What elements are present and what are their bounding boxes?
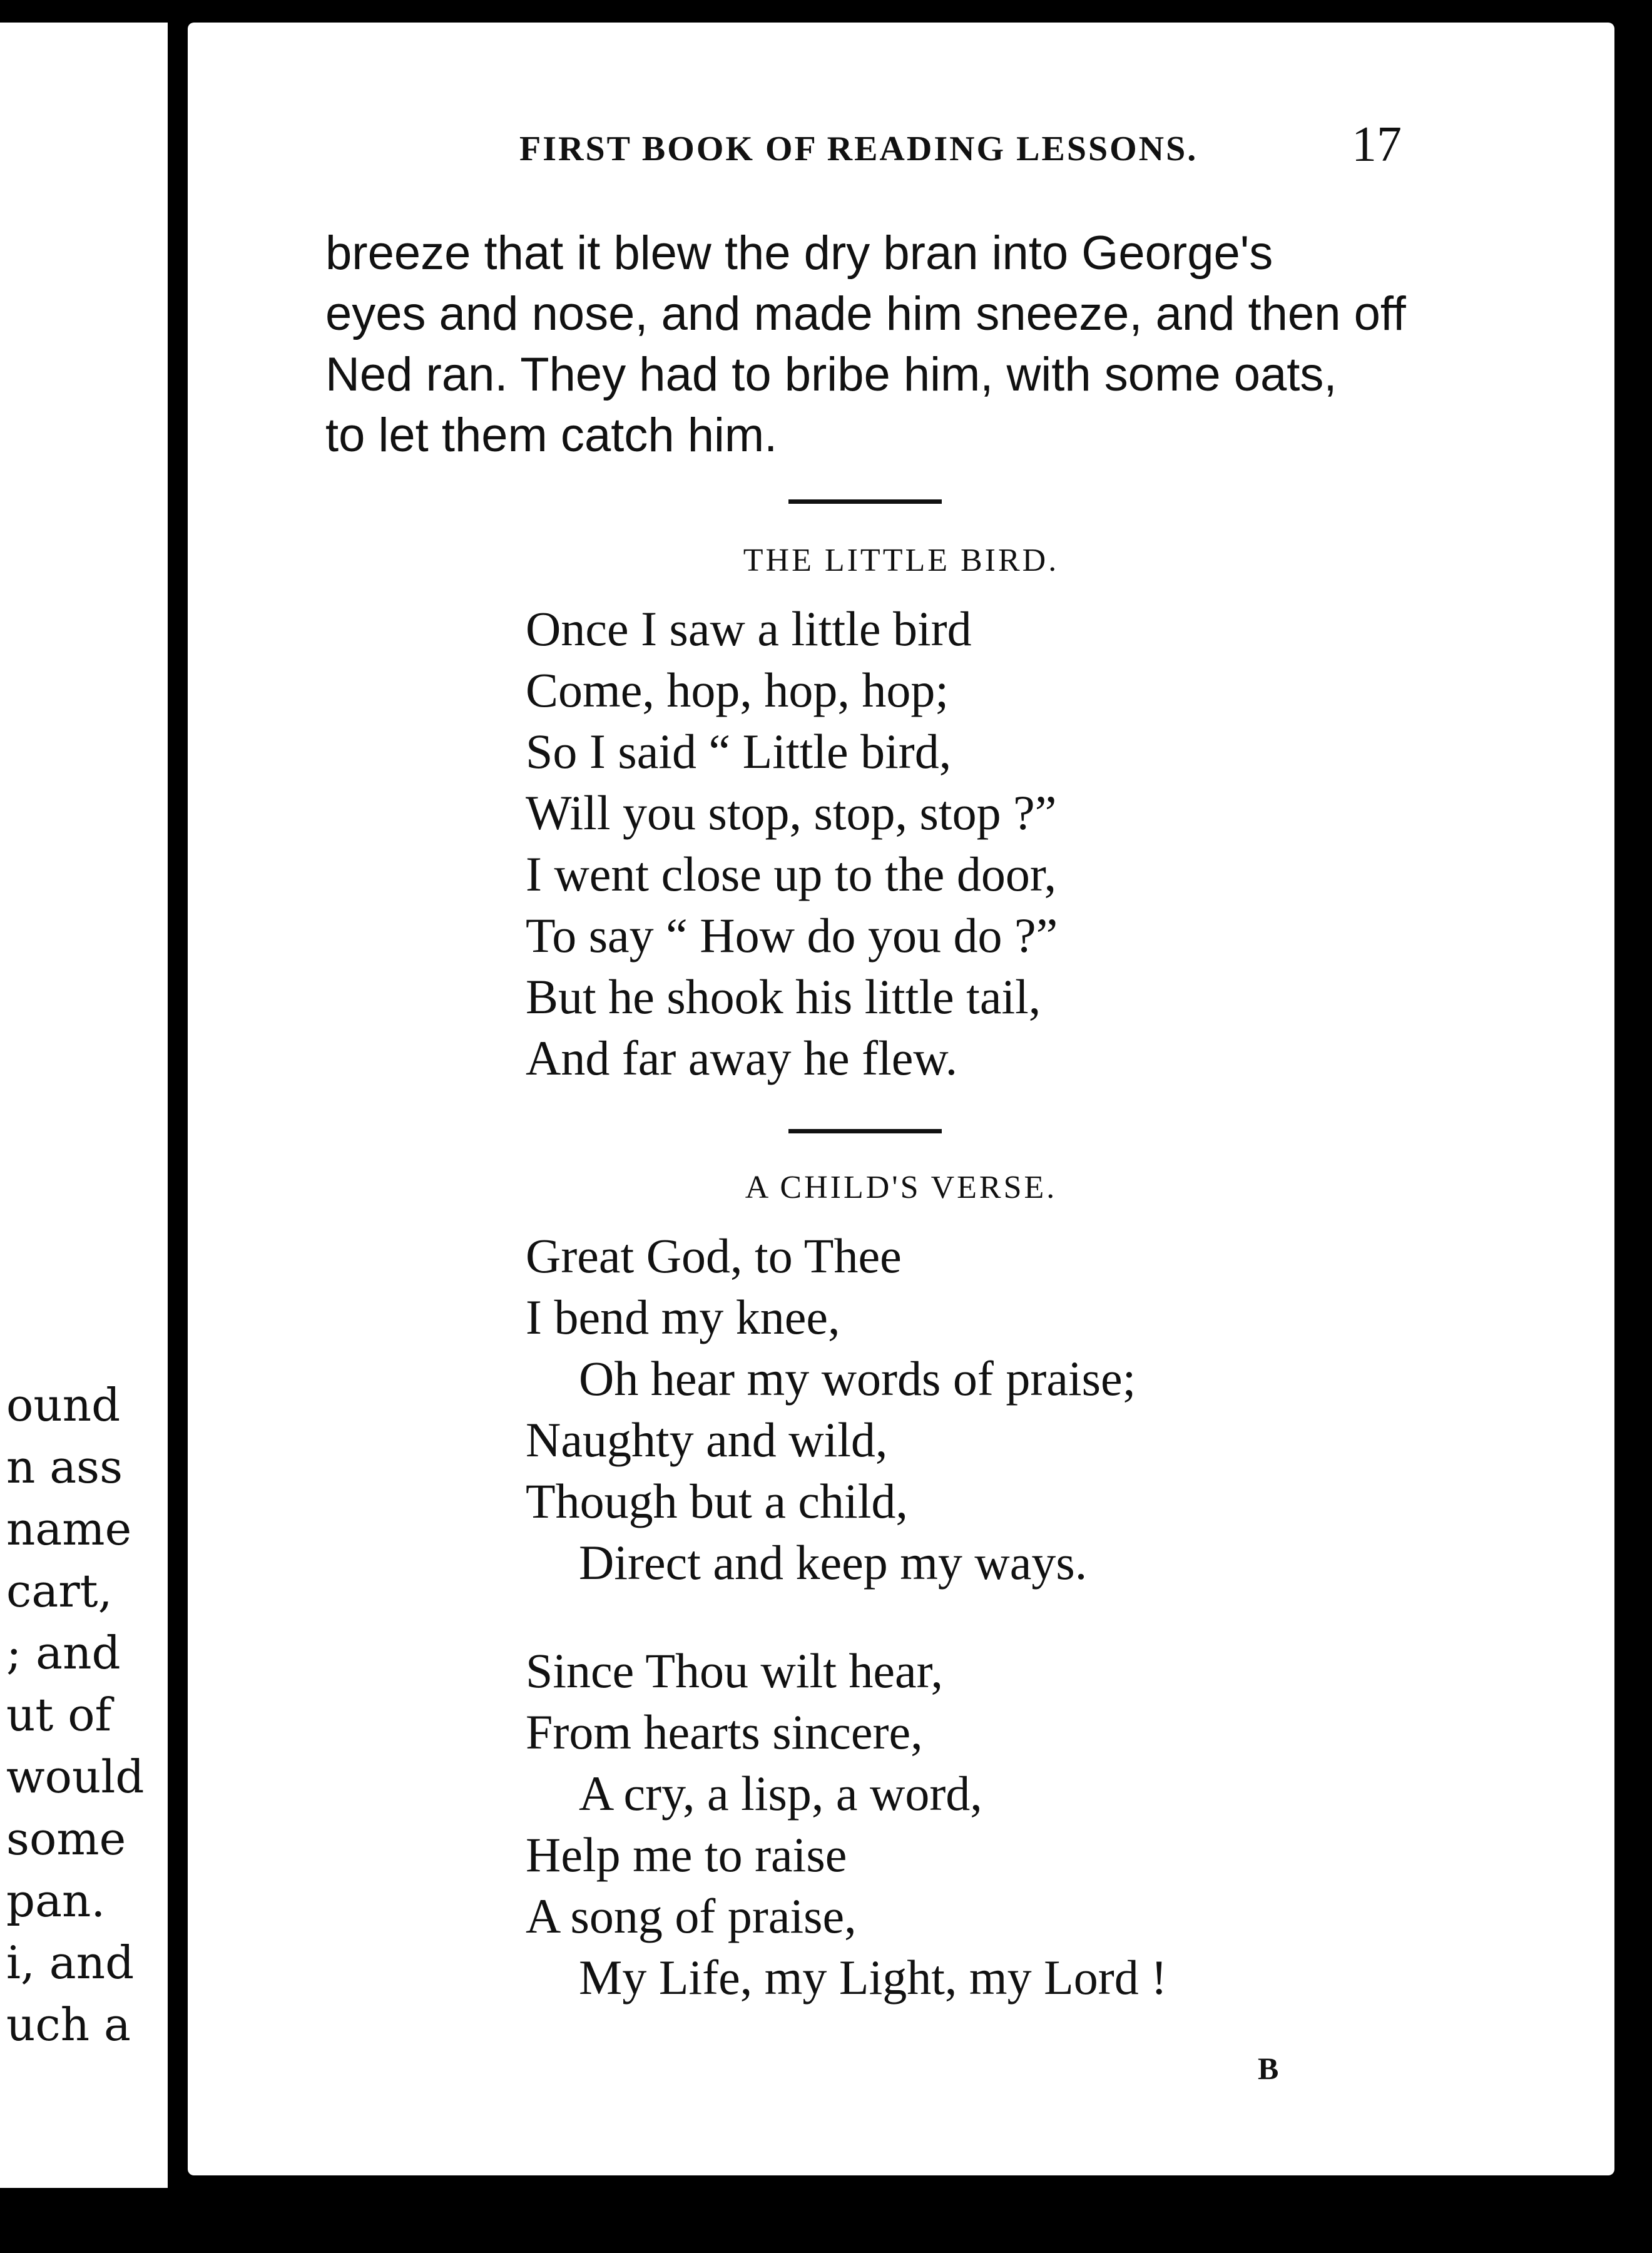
left-fragment: n ass [6, 1441, 123, 1493]
paragraph-line: to let them catch him. [325, 409, 778, 462]
running-header: FIRST BOOK OF READING LESSONS. [519, 130, 1198, 168]
poem-childs-verse-stanza-1 [526, 1225, 1136, 1593]
verse-line: I went close up to the door, [526, 847, 1057, 901]
verse-line: But he shook his little tail, [526, 969, 1041, 1024]
left-fragment: cart, [6, 1565, 113, 1617]
book-gutter [168, 13, 186, 2190]
verse-line: Since Thou wilt hear, [526, 1643, 943, 1698]
verse-line: Naughty and wild, [526, 1413, 888, 1467]
verse-line: A cry, a lisp, a word, [579, 1766, 982, 1821]
signature-mark: B [1258, 2051, 1279, 2086]
left-page-text-fragments [6, 1374, 144, 2056]
section-divider [788, 1129, 942, 1133]
prose-paragraph [325, 223, 1414, 466]
poem-little-bird [526, 598, 1058, 1089]
paragraph-line: Ned ran. They had to bribe him, with some oats, [325, 348, 1337, 401]
verse-line: Will you stop, stop, stop ?” [526, 785, 1057, 840]
verse-line: Once I saw a little bird [526, 601, 972, 656]
verse-line: Oh hear my words of praise; [579, 1351, 1136, 1406]
left-fragment: ut of [6, 1688, 112, 1741]
verse-line: Though but a child, [526, 1474, 908, 1528]
left-page [0, 23, 175, 2188]
verse-line: So I said “ Little bird, [526, 724, 952, 779]
verse-line: From hearts sincere, [526, 1705, 923, 1759]
poem-title-little-bird: THE LITTLE BIRD. [743, 543, 1059, 578]
left-fragment: ; and [6, 1627, 121, 1679]
left-fragment: pan. [6, 1874, 106, 1927]
verse-line: I bend my knee, [526, 1290, 840, 1344]
verse-line: Great God, to Thee [526, 1229, 902, 1283]
right-page [188, 23, 1614, 2175]
left-fragment: would [6, 1750, 145, 1803]
verse-line: A song of praise, [526, 1889, 857, 1943]
section-divider [788, 499, 942, 504]
page-number: 17 [1352, 117, 1402, 172]
left-fragment: ound [6, 1379, 121, 1431]
paragraph-line: eyes and nose, and made him sneeze, and then off [325, 287, 1406, 340]
verse-line: My Life, my Light, my Lord ! [579, 1950, 1168, 2005]
verse-line: And far away he flew. [526, 1031, 958, 1085]
verse-line: Help me to raise [526, 1827, 847, 1882]
verse-line: To say “ How do you do ?” [526, 908, 1058, 963]
left-fragment: uch a [6, 1998, 131, 2051]
verse-line: Direct and keep my ways. [579, 1535, 1088, 1590]
verse-line: Come, hop, hop, hop; [526, 663, 949, 717]
paragraph-line: breeze that it blew the dry bran into George's [325, 227, 1273, 280]
left-fragment: name [6, 1503, 132, 1555]
left-fragment: some [6, 1812, 126, 1865]
left-fragment: i, and [6, 1936, 135, 1989]
poem-title-childs-verse: A CHILD'S VERSE. [745, 1170, 1058, 1205]
poem-childs-verse-stanza-2 [526, 1640, 1167, 2008]
